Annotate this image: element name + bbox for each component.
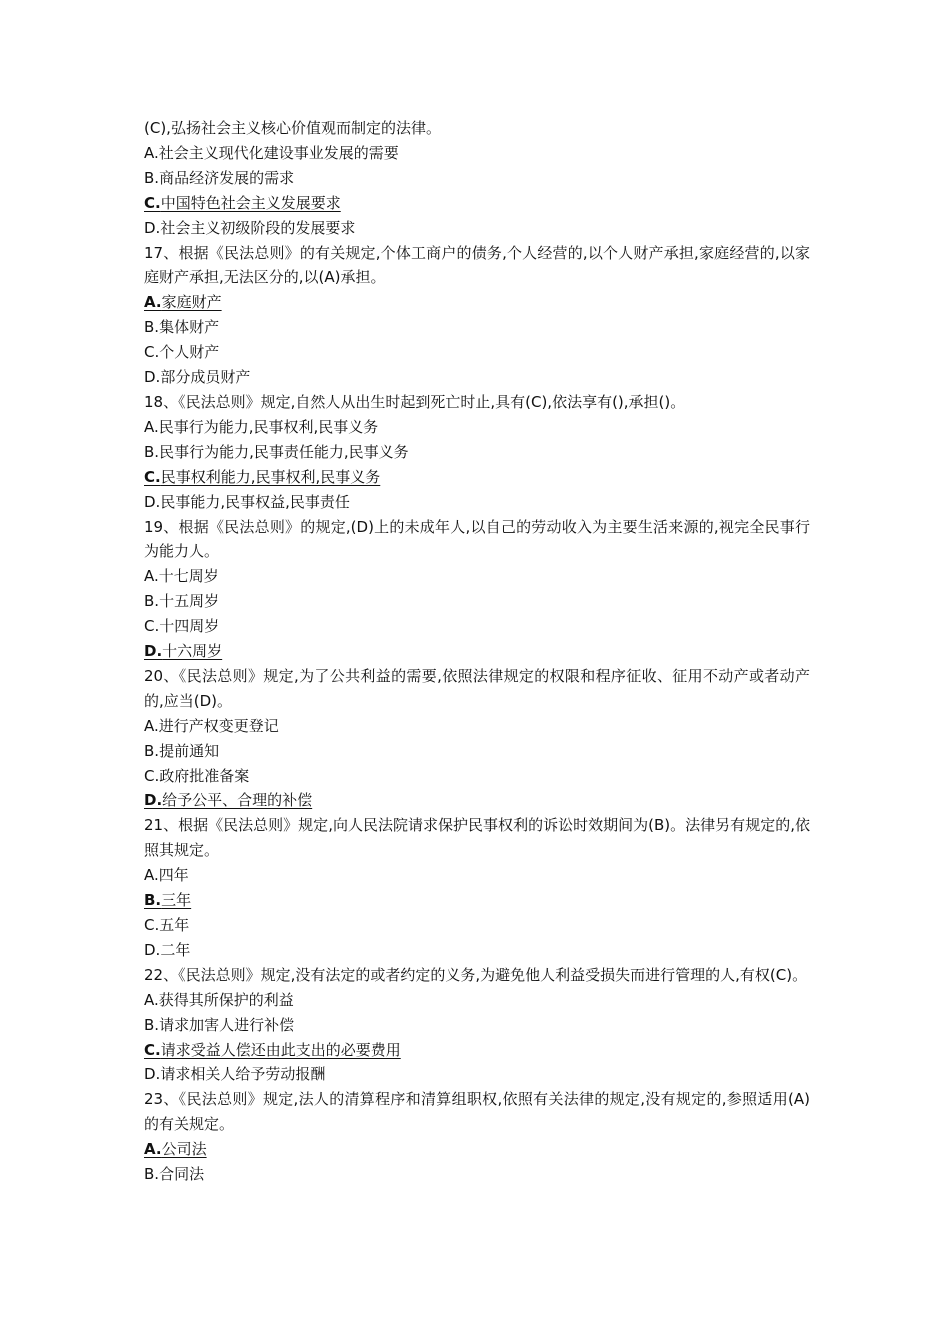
option-text: 民事权利能力,民事权利,民事义务 [160,467,381,486]
option-text: 请求受益人偿还由此支出的必要费用 [160,1040,401,1059]
option-letter: D. [144,368,161,387]
option-letter: A. [144,143,159,162]
option-text: 十五周岁 [159,592,220,611]
answer-option [144,564,810,589]
option-letter: A. [144,567,159,586]
correct-answer-option [144,191,810,216]
answer-option [144,739,810,764]
option-letter: B. [144,741,160,760]
answer-option [144,315,810,340]
question-text: 17、根据《民法总则》的有关规定,个体工商户的债务,个人经营的,以个人财产承担,家庭经营的,以家庭财产承担,无法区分的,以(A)承担。 [144,243,810,287]
text-line: (C),弘扬社会主义核心价值观而制定的法律。 [144,119,441,137]
option-text: 部分成员财产 [160,368,251,387]
answer-option [144,614,810,639]
answer-option [144,913,810,938]
option-letter: C. [144,916,160,934]
option-text: 请求加害人进行补偿 [159,1015,295,1034]
answer-option [144,415,810,440]
answer-option [144,1062,810,1087]
option-letter: B. [144,891,162,910]
option-text: 政府批准备案 [159,766,250,785]
option-text: 请求相关人给予劳动报酬 [160,1065,326,1084]
answer-option [144,1013,810,1038]
option-text: 民事能力,民事权益,民事责任 [160,492,350,511]
correct-answer-option [144,465,810,490]
question-text: 23、《民法总则》规定,法人的清算程序和清算组职权,依照有关法律的规定,没有规定的,参照适用(A)的有关规定。 [144,1090,810,1134]
option-text: 合同法 [159,1165,205,1184]
answer-option [144,141,810,166]
option-letter: C. [144,766,160,785]
option-text: 集体财产 [159,318,220,337]
answer-option [144,166,810,191]
option-text: 二年 [160,940,191,959]
option-letter: B. [144,168,160,187]
answer-option [144,589,810,614]
option-text: 个人财产 [159,343,220,362]
question-text: 20、《民法总则》规定,为了公共利益的需要,依照法律规定的权限和程序征收、征用不动产或者动产的,应当(D)。 [144,666,810,710]
option-text: 提前通知 [159,741,220,760]
option-letter: A. [144,866,159,885]
option-letter: D. [144,940,161,959]
option-letter: C. [144,193,161,212]
option-letter: D. [144,1065,161,1084]
answer-option [144,764,810,789]
option-text: 中国特色社会主义发展要求 [160,193,341,212]
option-text: 民事行为能力,民事权利,民事义务 [158,417,379,436]
answer-option [144,490,810,515]
answer-option [144,938,810,963]
option-text: 社会主义初级阶段的发展要求 [160,218,356,237]
answer-option [144,216,810,241]
question-text: 22、《民法总则》规定,没有法定的或者约定的义务,为避免他人利益受损失而进行管理的人,有权(C)。 [144,965,808,984]
correct-answer-option [144,639,810,664]
option-letter: D. [144,218,161,237]
option-letter: A. [144,1140,162,1159]
option-letter: A. [144,417,159,436]
option-text: 十四周岁 [159,617,220,636]
answer-option [144,340,810,365]
option-letter: B. [144,318,160,337]
option-letter: C. [144,1040,161,1059]
option-text: 民事行为能力,民事责任能力,民事义务 [159,442,409,461]
option-letter: A. [144,293,162,312]
option-letter: C. [144,343,160,362]
question-text: 19、根据《民法总则》的规定,(D)上的未成年人,以自己的劳动收入为主要生活来源的,视完全民事行为能力人。 [144,517,810,561]
option-text: 四年 [158,866,189,885]
answer-option [144,988,810,1013]
option-letter: B. [144,1165,160,1184]
option-text: 获得其所保护的利益 [158,990,294,1009]
question-text: 18、《民法总则》规定,自然人从出生时起到死亡时止,具有(C),依法享有(),承担()。 [144,392,686,411]
option-text: 公司法 [161,1140,207,1159]
option-text: 家庭财产 [161,293,222,312]
answer-option [144,714,810,739]
correct-answer-option [144,1137,810,1162]
correct-answer-option [144,888,810,913]
option-letter: C. [144,467,161,486]
option-text: 给予公平、合理的补偿 [162,791,313,810]
option-letter: B. [144,592,160,611]
option-text: 十六周岁 [162,642,223,661]
answer-option [144,440,810,465]
correct-answer-option [144,788,810,813]
option-letter: A. [144,990,159,1009]
answer-option [144,365,810,390]
option-text: 进行产权变更登记 [158,716,279,735]
option-text: 五年 [159,916,190,934]
option-letter: D. [144,791,163,810]
option-text: 商品经济发展的需求 [159,168,295,187]
option-letter: C. [144,617,160,636]
correct-answer-option [144,290,810,315]
option-letter: D. [144,492,161,511]
answer-option [144,863,810,888]
question-text: 21、根据《民法总则》规定,向人民法院请求保护民事权利的诉讼时效期间为(B)。法律另有规定的,依照其规定。 [144,816,810,860]
option-letter: A. [144,716,159,735]
correct-answer-option [144,1038,810,1063]
option-letter: B. [144,1015,160,1034]
option-text: 十七周岁 [158,567,219,586]
option-letter: D. [144,642,163,661]
answer-option [144,1162,810,1187]
option-text: 社会主义现代化建设事业发展的需要 [158,143,399,162]
document-body [144,116,810,1187]
option-letter: B. [144,442,160,461]
option-text: 三年 [161,891,192,910]
